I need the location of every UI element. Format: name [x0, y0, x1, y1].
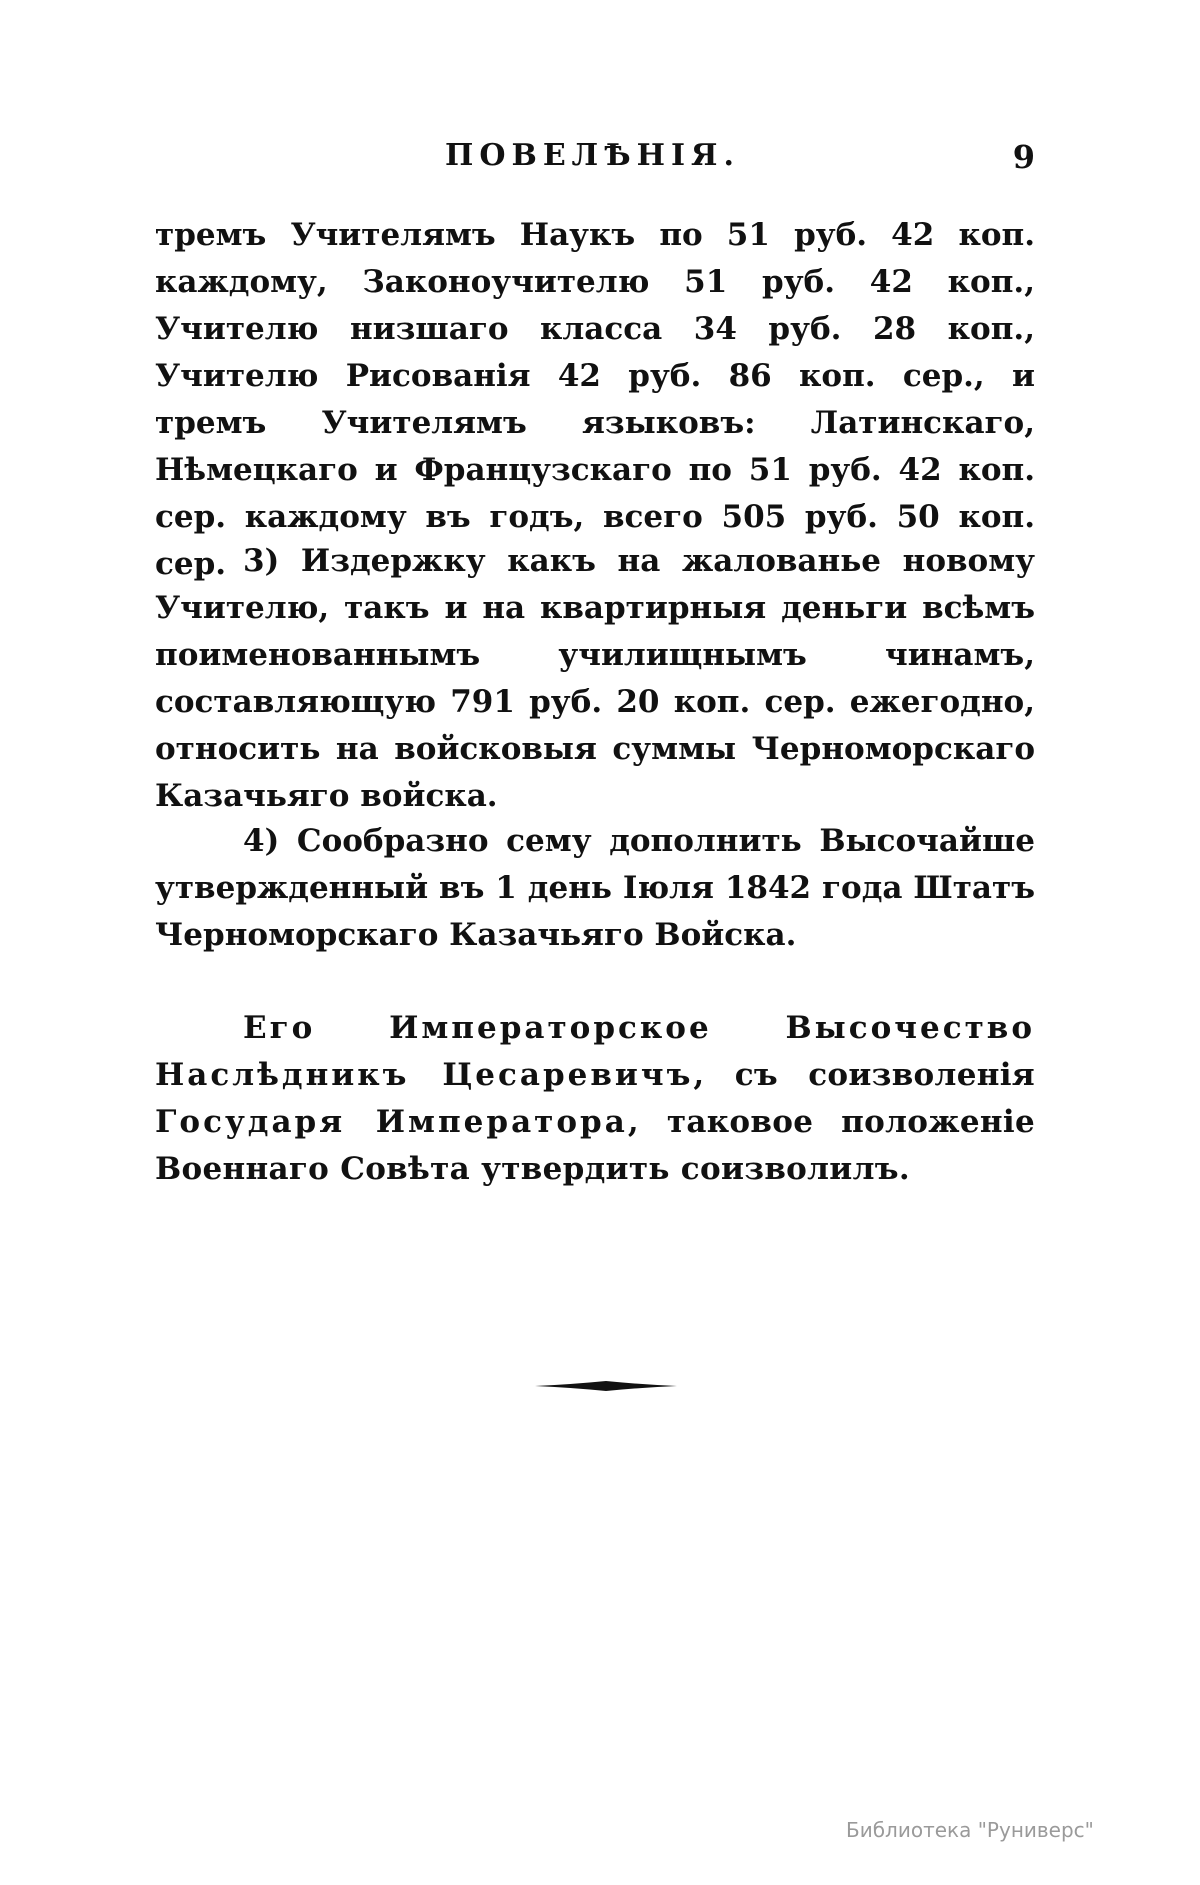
paragraph-item-3: 3) Издержку какъ на жалованье новому Учителю, такъ и на квартирныя деньги всѣмъ поименованнымъ училищнымъ чинамъ, составляющую 791 руб. 20 коп. сер. ежегодно, относить на войсковыя суммы Черноморскаго Казачьяго войска. — [155, 543, 1035, 814]
approval-spaced-sovereign: Государя Императора — [155, 1104, 628, 1140]
page-number: 9 — [1012, 138, 1035, 176]
library-watermark: Библиотека "Руниверс" — [846, 1818, 1094, 1842]
running-title: ПОВЕЛѢНІЯ. — [445, 138, 740, 173]
end-ornament-icon — [535, 1380, 677, 1392]
paragraph-item-4: 4) Сообразно сему дополнить Высочайше утвержденный въ 1 день Іюля 1842 года Штатъ Черноморскаго Казачьяго Войска. — [155, 823, 1035, 953]
approval-spaced-title: Его Императорское Высочество Наслѣдникъ Цесаревичъ — [155, 1010, 1035, 1093]
approval-end: , таковое положеніе Военнаго Совѣта утвердить соизволилъ. — [155, 1104, 1035, 1187]
paragraph-approval — [155, 1005, 1035, 1193]
approval-middle: , съ соизволенія — [693, 1057, 1035, 1093]
running-head — [155, 138, 1035, 188]
paragraph-salaries: тремъ Учителямъ Наукъ по 51 руб. 42 коп. каждому, Законоучителю 51 руб. 42 коп., Учителю низшаго класса 34 руб. 28 коп., Учителю Рисованія 42 руб. 86 коп. сер., и тремъ Учителямъ языковъ: Латинскаго, Нѣмецкаго и Французскаго по 51 руб. 42 коп. сер. каждому въ годъ, всего 505 руб. 50 коп. сер. — [155, 217, 1035, 582]
